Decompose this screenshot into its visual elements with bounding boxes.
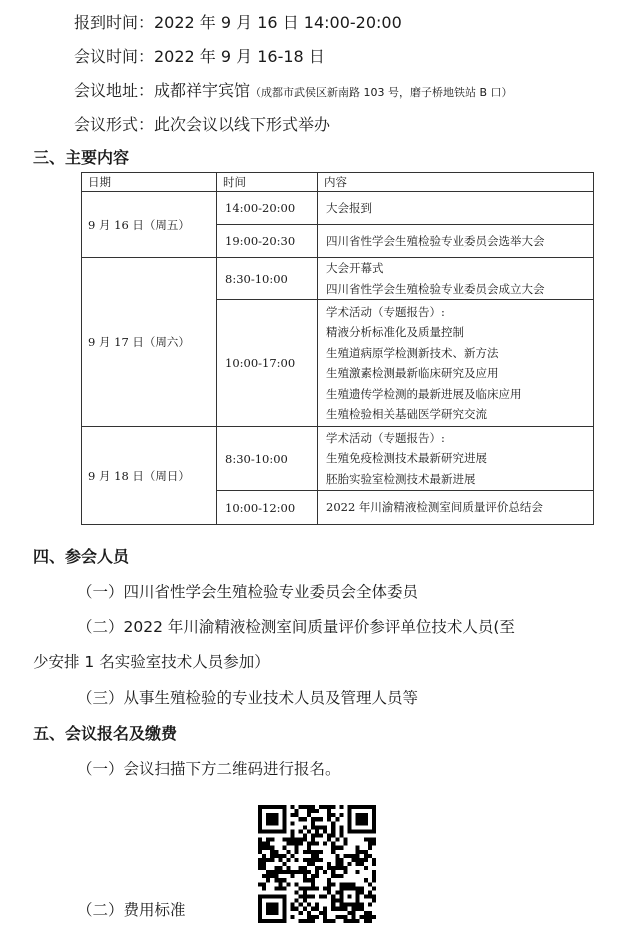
content-line: 四川省性学会生殖检验专业委员会成立大会 (326, 281, 545, 296)
info-register-time: 报到时间：2022 年 9 月 16 日 14:00-20:00 (74, 13, 402, 32)
header-time: 时间 (217, 173, 318, 192)
table-header-row (82, 173, 594, 192)
date-cell: 9 月 16 日（周五） (82, 192, 217, 258)
table-row (82, 258, 594, 300)
content-cell (318, 300, 594, 427)
section-heading-attendees: 四、参会人员 (33, 547, 130, 566)
table-row (82, 427, 594, 491)
content-line: 精液分析标准化及质量控制 (326, 325, 464, 339)
content-cell (318, 192, 594, 225)
content-cell (318, 225, 594, 258)
attendee-item-2-line1: （二）2022 年川渝精液检测室间质量评价参评单位技术人员(至 (77, 618, 515, 636)
content-line: 生殖检验相关基础医学研究交流 (326, 407, 487, 421)
registration-item-2: （二）费用标准 (77, 901, 186, 919)
attendee-item-3: （三）从事生殖检验的专业技术人员及管理人员等 (77, 689, 419, 707)
section-heading-registration: 五、会议报名及缴费 (33, 724, 178, 743)
time-cell: 19:00-20:30 (217, 225, 318, 258)
table-row (82, 192, 594, 225)
content-line: 2022 年川渝精液检测室间质量评价总结会 (326, 500, 543, 515)
content-line: 四川省性学会生殖检验专业委员会选举大会 (326, 233, 545, 248)
time-cell: 8:30-10:00 (217, 258, 318, 300)
content-line: 胚胎实验室检测技术最新进展 (326, 471, 476, 486)
time-cell: 8:30-10:00 (217, 427, 318, 491)
date-cell: 9 月 17 日（周六） (82, 258, 217, 427)
info-venue (74, 81, 513, 103)
time-cell: 10:00-12:00 (217, 491, 318, 525)
schedule-table (81, 172, 594, 525)
registration-item-1: （一）会议扫描下方二维码进行报名。 (77, 760, 341, 778)
content-line: 大会开幕式 (326, 261, 384, 275)
info-meeting-time: 会议时间：2022 年 9 月 16-18 日 (74, 47, 325, 66)
section-heading-main-content: 三、主要内容 (33, 148, 130, 167)
content-cell (318, 491, 594, 525)
content-cell (318, 258, 594, 300)
content-line: 学术活动（专题报告）: (326, 304, 445, 319)
header-content: 内容 (318, 173, 594, 192)
date-cell: 9 月 18 日（周日） (82, 427, 217, 525)
info-format: 会议形式：此次会议以线下形式举办 (74, 115, 331, 134)
content-line: 生殖遗传学检测的最新进展及临床应用 (326, 386, 522, 401)
header-date: 日期 (82, 173, 217, 192)
content-cell (318, 427, 594, 491)
content-line: 生殖道病原学检测新技术、新方法 (326, 345, 499, 360)
venue-note: （成都市武侯区新南路 103 号，磨子桥地铁站 B 口） (250, 86, 513, 99)
time-cell: 14:00-20:00 (217, 192, 318, 225)
content-line: 学术活动（专题报告）: (326, 430, 445, 445)
content-line: 生殖激素检测最新临床研究及应用 (326, 366, 499, 380)
content-line: 大会报到 (326, 200, 372, 215)
qr-code-icon[interactable] (258, 805, 376, 923)
venue-main: 会议地址：成都祥宇宾馆 (74, 81, 251, 100)
attendee-item-1: （一）四川省性学会生殖检验专业委员会全体委员 (77, 583, 419, 601)
attendee-item-2-line2: 少安排 1 名实验室技术人员参加） (33, 653, 270, 671)
content-line: 生殖免疫检测技术最新研究进展 (326, 451, 487, 466)
time-cell: 10:00-17:00 (217, 300, 318, 427)
